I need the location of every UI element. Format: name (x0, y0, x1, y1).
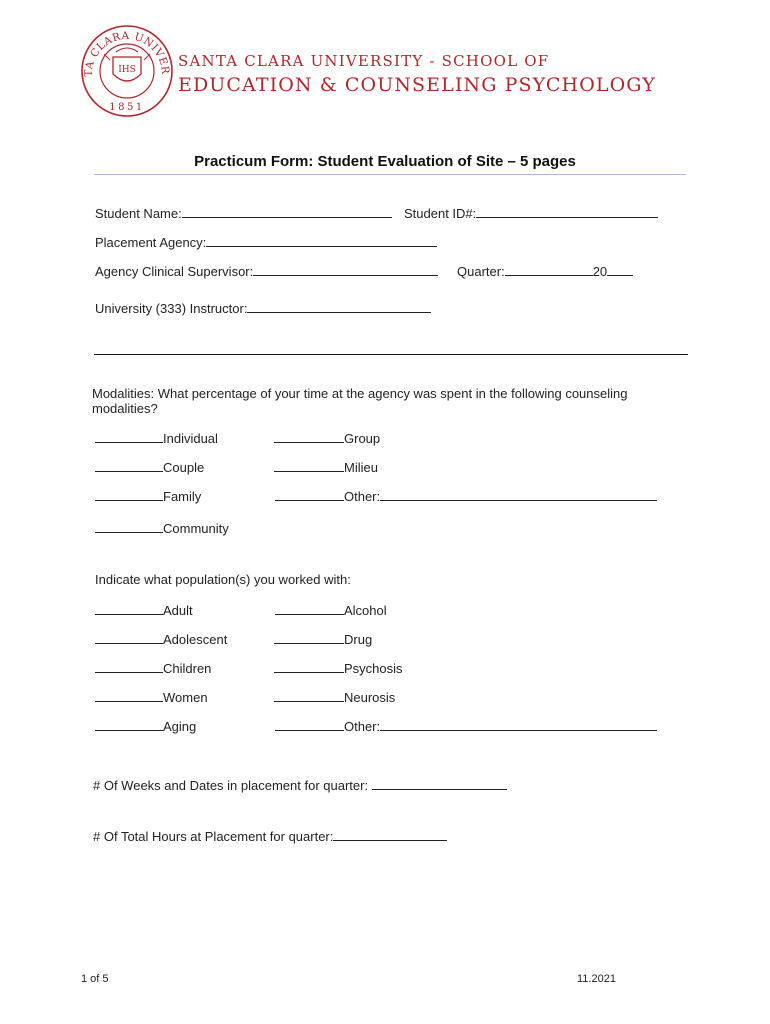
modality-item (274, 429, 380, 447)
modality-item (95, 487, 201, 505)
supervisor-row (95, 262, 438, 280)
modality-percent-field[interactable] (95, 429, 163, 443)
quarter-year-field[interactable] (607, 262, 633, 276)
modality-other-field[interactable] (380, 487, 657, 501)
header-school-line: SANTA CLARA UNIVERSITY - SCHOOL OF (178, 52, 550, 70)
instructor-row (95, 299, 431, 317)
population-label: Drug (344, 632, 373, 647)
population-check-field[interactable] (95, 659, 163, 673)
population-check-field[interactable] (274, 688, 344, 702)
population-check-field[interactable] (95, 688, 163, 702)
modality-label: Community (163, 521, 229, 536)
modality-item (95, 519, 229, 537)
page-title: Practicum Form: Student Evaluation of Site – 5 pages (194, 153, 576, 170)
modality-percent-field[interactable] (95, 487, 163, 501)
svg-text:1851: 1851 (109, 102, 145, 113)
header-department-line: EDUCATION & COUNSELING PSYCHOLOGY (178, 74, 656, 96)
population-label: Alcohol (344, 603, 387, 618)
modality-item (95, 429, 218, 447)
population-item (274, 659, 403, 677)
student-id-row (404, 204, 658, 222)
instructor-label: University (333) Instructor: (95, 301, 248, 316)
modality-item (274, 458, 378, 476)
quarter-label: Quarter: (457, 264, 505, 279)
population-label: Adolescent (163, 632, 228, 647)
population-label: Aging (163, 719, 197, 734)
weeks-field[interactable] (372, 776, 507, 790)
population-label: Women (163, 690, 208, 705)
population-check-field[interactable] (95, 601, 163, 615)
population-item (274, 688, 395, 706)
quarter-year-label: 20 (592, 264, 608, 279)
population-item (95, 601, 193, 619)
population-check-field[interactable] (274, 630, 344, 644)
hours-label: # Of Total Hours at Placement for quarter: (93, 829, 334, 844)
population-check-field[interactable] (95, 717, 163, 731)
page-number: 1 of 5 (81, 973, 109, 985)
hours-row (93, 827, 447, 845)
modality-label: Couple (163, 460, 205, 475)
student-id-label: Student ID#: (404, 206, 477, 221)
modality-label: Other: (344, 489, 381, 504)
student-name-row (95, 204, 392, 222)
modalities-question-cont: modalities? (92, 401, 158, 416)
section-divider (94, 354, 688, 355)
placement-agency-row (95, 233, 437, 251)
modalities-question: Modalities: What percentage of your time at the agency was spent in the following counseling (92, 386, 628, 401)
placement-agency-field[interactable] (206, 233, 437, 247)
modality-percent-field[interactable] (274, 458, 344, 472)
modality-item (275, 487, 657, 505)
population-label: Adult (163, 603, 193, 618)
title-rule (94, 174, 686, 175)
population-item (275, 717, 657, 735)
modality-percent-field[interactable] (274, 429, 344, 443)
population-label: Children (163, 661, 212, 676)
population-item (95, 659, 211, 677)
university-seal (80, 24, 174, 118)
population-check-field[interactable] (274, 659, 344, 673)
placement-agency-label: Placement Agency: (95, 235, 207, 250)
form-version: 11.2021 (577, 973, 616, 985)
population-check-field[interactable] (95, 630, 163, 644)
quarter-field[interactable] (505, 262, 593, 276)
student-name-field[interactable] (182, 204, 392, 218)
quarter-row (457, 262, 633, 280)
population-label: Psychosis (344, 661, 403, 676)
weeks-row (93, 776, 507, 794)
svg-text:IHS: IHS (118, 65, 136, 75)
modality-percent-field[interactable] (95, 519, 163, 533)
student-name-label: Student Name: (95, 206, 182, 221)
population-item (95, 688, 208, 706)
population-check-field[interactable] (275, 601, 344, 615)
modality-item (95, 458, 204, 476)
supervisor-label: Agency Clinical Supervisor: (95, 264, 254, 279)
population-item (275, 601, 387, 619)
population-item (274, 630, 372, 648)
modality-label: Family (163, 489, 202, 504)
svg-text:SANTA CLARA UNIVERSITY: TA CLARA UNIVER (82, 29, 172, 77)
population-other-field[interactable] (380, 717, 657, 731)
modality-label: Group (344, 431, 381, 446)
instructor-field[interactable] (247, 299, 431, 313)
population-label: Neurosis (344, 690, 396, 705)
population-label: Other: (344, 719, 381, 734)
weeks-label: # Of Weeks and Dates in placement for quarter: (93, 778, 369, 793)
population-item (95, 630, 227, 648)
student-id-field[interactable] (476, 204, 658, 218)
population-check-field[interactable] (275, 717, 344, 731)
modality-percent-field[interactable] (275, 487, 344, 501)
modality-label: Milieu (344, 460, 378, 475)
population-item (95, 717, 196, 735)
hours-field[interactable] (333, 827, 447, 841)
modality-percent-field[interactable] (95, 458, 163, 472)
supervisor-field[interactable] (253, 262, 438, 276)
population-question: Indicate what population(s) you worked with: (95, 572, 351, 587)
modality-label: Individual (163, 431, 218, 446)
